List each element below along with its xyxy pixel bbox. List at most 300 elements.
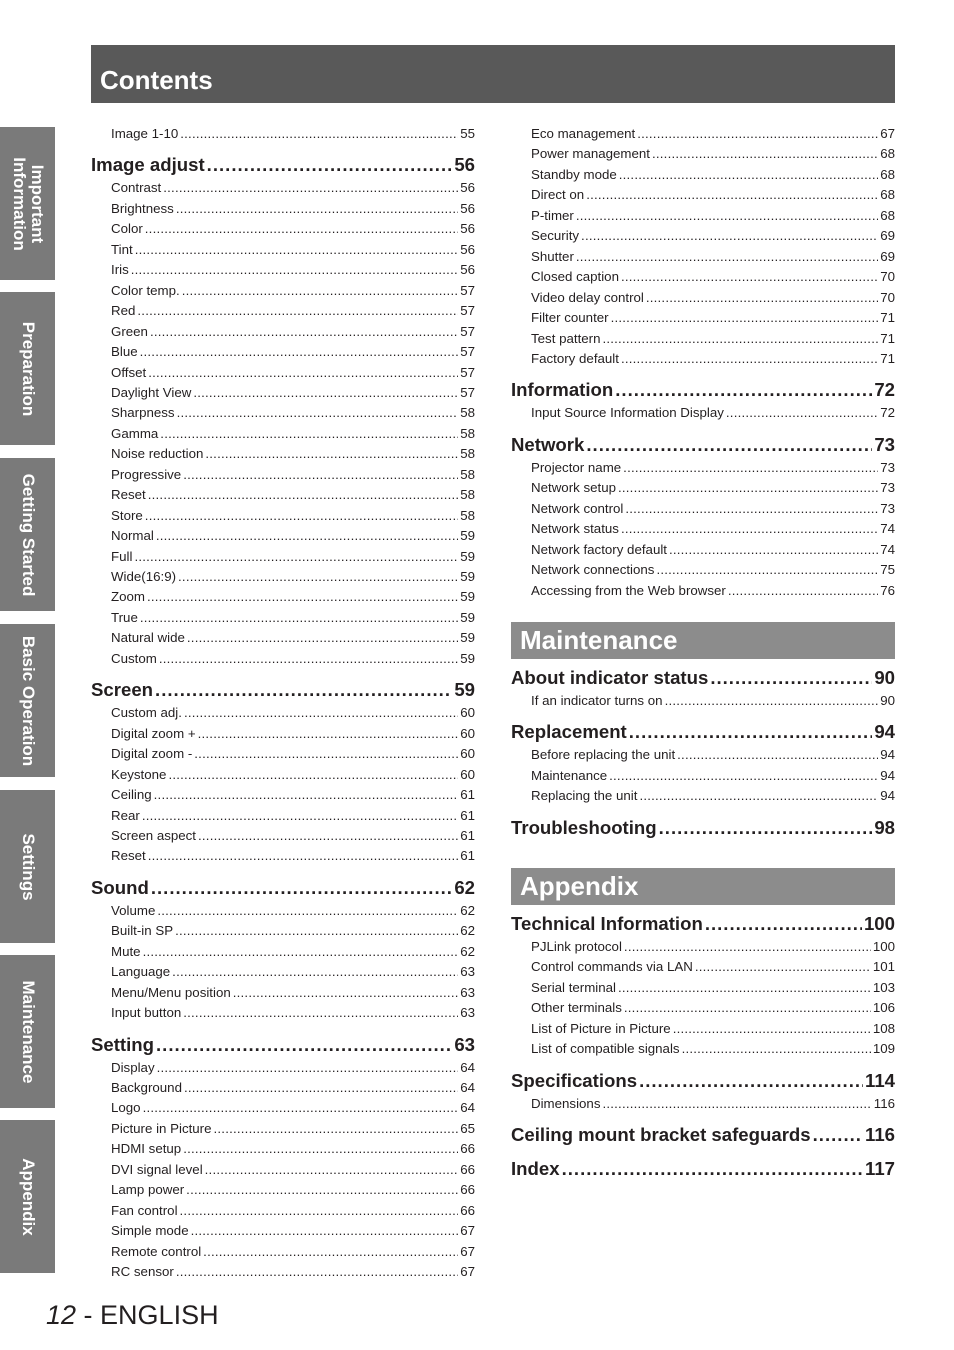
toc-page-number: 59 — [460, 548, 475, 564]
toc-entry[interactable] — [531, 768, 895, 784]
toc-dot-leader — [669, 542, 878, 558]
toc-dot-leader — [180, 126, 458, 142]
toc-entry[interactable] — [531, 788, 895, 804]
toc-entry-title: DVI signal level — [111, 1161, 203, 1177]
toc-entry-title: Store — [111, 507, 143, 523]
toc-entry-title: HDMI setup — [111, 1141, 182, 1157]
footer-language: ENGLISH — [100, 1300, 219, 1330]
toc-dot-leader — [176, 1264, 458, 1280]
toc-dot-leader — [134, 549, 458, 565]
toc-page-number: 58 — [460, 466, 475, 482]
toc-entry[interactable] — [111, 528, 475, 544]
toc-dot-leader — [652, 146, 878, 162]
toc-dot-leader — [143, 1100, 459, 1116]
toc-entry-title: Input button — [111, 1005, 182, 1021]
toc-dot-leader — [618, 480, 878, 496]
toc-entry-title: Custom — [111, 650, 157, 666]
toc-entry-title: Custom adj. — [111, 705, 182, 721]
toc-dot-leader — [602, 331, 878, 347]
toc-dot-leader — [639, 1070, 863, 1092]
toc-page-number: 58 — [460, 446, 475, 462]
toc-dot-leader — [176, 201, 458, 217]
toc-entry[interactable] — [531, 249, 895, 265]
toc-entry[interactable] — [111, 705, 475, 721]
toc-entry-title: Dimensions — [531, 1095, 601, 1111]
toc-entry-title: Replacing the unit — [531, 788, 638, 804]
toc-dot-leader — [625, 501, 878, 517]
toc-entry[interactable] — [111, 1223, 475, 1239]
toc-dot-leader — [710, 667, 872, 689]
toc-entry-title: Image adjust — [91, 154, 205, 176]
toc-entry-title: Iris — [111, 262, 129, 278]
toc-page-number: 59 — [460, 589, 475, 605]
toc-entry[interactable] — [111, 126, 475, 142]
toc-entry-title: Setting — [91, 1033, 155, 1055]
toc-entry[interactable] — [531, 126, 895, 142]
toc-dot-leader — [624, 939, 871, 955]
toc-entry[interactable] — [531, 542, 895, 558]
toc-page-number: 64 — [460, 1080, 475, 1095]
toc-heading-entry[interactable] — [91, 154, 475, 176]
toc-entry[interactable] — [531, 228, 895, 244]
toc-entry[interactable] — [111, 242, 475, 258]
toc-page-number: 56 — [454, 154, 475, 176]
toc-page-number: 59 — [460, 630, 475, 646]
toc-entry[interactable] — [111, 324, 475, 340]
toc-entry[interactable] — [111, 787, 475, 803]
toc-dot-leader — [665, 693, 879, 709]
toc-entry[interactable] — [531, 1041, 895, 1057]
toc-entry[interactable] — [111, 630, 475, 646]
toc-entry-title: Reset — [111, 848, 146, 864]
toc-page-number: 100 — [863, 913, 895, 934]
toc-entry[interactable] — [531, 501, 895, 517]
toc-entry-title: Troubleshooting — [511, 816, 657, 838]
appendix-section-title: Appendix — [520, 871, 639, 901]
toc-heading-entry[interactable] — [511, 913, 895, 935]
toc-entry[interactable] — [531, 959, 895, 975]
toc-dot-leader — [183, 1005, 458, 1021]
toc-entry-title: Ceiling — [111, 787, 152, 803]
maintenance-section-bar — [511, 622, 895, 659]
toc-dot-leader — [182, 283, 458, 299]
toc-entry[interactable] — [111, 446, 475, 462]
toc-entry-title: Specifications — [511, 1069, 638, 1091]
toc-dot-leader — [214, 1121, 459, 1137]
toc-entry-title: True — [111, 609, 138, 625]
toc-entry[interactable] — [111, 1264, 475, 1280]
toc-entry[interactable] — [531, 208, 895, 224]
toc-page-number: 73 — [874, 433, 895, 455]
toc-entry[interactable] — [111, 651, 475, 667]
toc-dot-leader — [194, 746, 458, 762]
toc-entry[interactable] — [531, 460, 895, 476]
toc-entry[interactable] — [531, 480, 895, 496]
toc-entry[interactable] — [531, 583, 895, 599]
toc-page-number: 59 — [460, 650, 475, 666]
toc-page-number: 106 — [872, 1000, 895, 1016]
toc-dot-leader — [140, 344, 459, 360]
toc-page-number: 58 — [460, 425, 475, 441]
toc-page-number: 66 — [460, 1182, 475, 1198]
toc-page-number: 60 — [460, 725, 475, 741]
toc-entry[interactable] — [111, 1060, 475, 1076]
toc-entry[interactable] — [111, 365, 475, 381]
toc-page-number: 62 — [454, 876, 475, 898]
toc-entry[interactable] — [531, 1000, 895, 1016]
toc-dot-leader — [154, 787, 459, 803]
toc-entry-title: Background — [111, 1080, 182, 1095]
toc-entry-title: Contrast — [111, 180, 162, 196]
toc-entry[interactable] — [111, 385, 475, 401]
toc-entry-title: Screen aspect — [111, 827, 197, 843]
toc-page-number: 63 — [460, 984, 475, 1000]
toc-dot-leader — [576, 249, 878, 265]
toc-dot-leader — [621, 351, 878, 367]
toc-dot-leader — [611, 310, 879, 326]
side-tab-label-line: Maintenance — [18, 980, 38, 1083]
footer-separator: - — [76, 1300, 101, 1330]
toc-dot-leader — [726, 405, 878, 421]
toc-entry[interactable] — [111, 923, 475, 939]
toc-page-number: 56 — [460, 221, 475, 237]
toc-entry[interactable] — [111, 746, 475, 762]
toc-entry-title: Security — [531, 228, 580, 244]
toc-entry[interactable] — [531, 980, 895, 996]
toc-entry[interactable] — [111, 1244, 475, 1260]
toc-dot-leader — [576, 208, 878, 224]
toc-page-number: 59 — [454, 679, 475, 701]
toc-entry[interactable] — [531, 146, 895, 162]
toc-entry[interactable] — [111, 262, 475, 278]
toc-entry-title: If an indicator turns on — [531, 693, 663, 708]
toc-heading-entry[interactable] — [511, 817, 895, 839]
toc-page-number: 65 — [460, 1120, 475, 1136]
toc-entry[interactable] — [111, 1005, 475, 1021]
toc-entry[interactable] — [111, 964, 475, 980]
toc-heading-entry[interactable] — [511, 1158, 895, 1180]
toc-dot-leader — [160, 426, 458, 442]
page-number: 12 — [46, 1300, 77, 1330]
toc-dot-leader — [184, 705, 458, 721]
toc-entry[interactable] — [531, 167, 895, 183]
toc-entry-title: Index — [511, 1158, 560, 1180]
toc-page-number: 68 — [880, 166, 895, 182]
toc-entry-title: Image 1-10 — [111, 126, 179, 141]
toc-page-number: 108 — [872, 1020, 895, 1036]
toc-page-number: 116 — [873, 1095, 895, 1111]
toc-entry[interactable] — [111, 344, 475, 360]
toc-entry[interactable] — [111, 303, 475, 319]
toc-entry[interactable] — [531, 1021, 895, 1037]
toc-entry-title: Video delay control — [531, 289, 644, 305]
toc-page-number: 75 — [880, 562, 895, 578]
toc-entry[interactable] — [111, 726, 475, 742]
toc-dot-leader — [207, 154, 453, 176]
toc-entry[interactable] — [111, 1162, 475, 1178]
toc-dot-leader — [586, 187, 878, 203]
toc-entry-title: Network status — [531, 521, 619, 537]
contents-header-bar — [91, 45, 895, 103]
toc-page-number: 57 — [460, 303, 475, 319]
toc-dot-leader — [581, 228, 878, 244]
toc-dot-leader — [646, 290, 878, 306]
toc-entry[interactable] — [531, 351, 895, 367]
toc-entry[interactable] — [531, 187, 895, 203]
toc-entry-title: Factory default — [531, 350, 619, 366]
side-tab-preparation[interactable] — [0, 292, 55, 445]
toc-entry[interactable] — [111, 426, 475, 442]
toc-page-number: 73 — [880, 459, 895, 475]
toc-dot-leader — [177, 405, 459, 421]
toc-entry-title: Test pattern — [531, 330, 601, 346]
toc-entry[interactable] — [111, 180, 475, 196]
toc-dot-leader — [618, 980, 871, 996]
toc-entry[interactable] — [111, 985, 475, 1001]
toc-page-number: 117 — [865, 1158, 895, 1180]
toc-entry[interactable] — [111, 405, 475, 421]
toc-page-number: 59 — [460, 609, 475, 625]
toc-page-number: 63 — [454, 1033, 475, 1055]
toc-page-number: 60 — [460, 766, 475, 782]
toc-entry-title: Built-in SP — [111, 923, 174, 939]
toc-page-number: 109 — [872, 1041, 895, 1057]
toc-entry-title: Shutter — [531, 248, 574, 264]
toc-dot-leader — [137, 303, 458, 319]
toc-dot-leader — [157, 903, 458, 919]
toc-dot-leader — [148, 848, 458, 864]
toc-entry[interactable] — [111, 549, 475, 565]
toc-page-number: 101 — [872, 959, 895, 975]
toc-entry-title: Other terminals — [531, 1000, 622, 1016]
toc-page-number: 116 — [865, 1124, 895, 1146]
toc-heading-entry[interactable] — [511, 667, 895, 689]
toc-entry[interactable] — [531, 269, 895, 285]
toc-page-number: 57 — [460, 384, 475, 400]
toc-entry[interactable] — [111, 767, 475, 783]
toc-entry[interactable] — [111, 808, 475, 824]
toc-entry-title: Natural wide — [111, 630, 185, 646]
toc-entry[interactable] — [111, 569, 475, 585]
toc-page-number: 64 — [460, 1100, 475, 1116]
toc-page-number: 114 — [865, 1069, 895, 1091]
toc-entry[interactable] — [111, 1121, 475, 1137]
toc-entry[interactable] — [111, 1141, 475, 1157]
toc-entry-title: Sound — [91, 876, 149, 898]
side-tab-getting-started[interactable] — [0, 458, 55, 611]
toc-entry[interactable] — [531, 521, 895, 537]
toc-page-number: 67 — [460, 1264, 475, 1280]
toc-entry[interactable] — [531, 1096, 895, 1112]
toc-entry-title: Keystone — [111, 766, 167, 782]
toc-entry[interactable] — [111, 944, 475, 960]
side-tab-label-line: Getting Started — [18, 473, 38, 596]
toc-entry-title: Picture in Picture — [111, 1120, 212, 1136]
maintenance-section-title: Maintenance — [520, 625, 678, 655]
toc-entry[interactable] — [111, 828, 475, 844]
toc-heading-entry[interactable] — [511, 1070, 895, 1092]
toc-entry[interactable] — [111, 221, 475, 237]
side-tab-maintenance[interactable] — [0, 955, 55, 1108]
toc-page-number: 56 — [460, 262, 475, 278]
toc-page-number: 71 — [880, 330, 895, 346]
toc-entry[interactable] — [111, 610, 475, 626]
toc-heading-entry[interactable] — [91, 679, 475, 701]
toc-entry-title: Sharpness — [111, 405, 175, 421]
toc-dot-leader — [624, 1000, 871, 1016]
toc-entry-title: Network control — [531, 500, 624, 516]
toc-heading-entry[interactable] — [511, 379, 895, 401]
toc-heading-entry[interactable] — [511, 434, 895, 456]
toc-page-number: 90 — [880, 693, 895, 708]
toc-entry-title: Standby mode — [531, 166, 617, 182]
toc-dot-leader — [140, 610, 458, 626]
toc-dot-leader — [637, 126, 878, 142]
side-tab-basic-operation[interactable] — [0, 624, 55, 777]
toc-entry[interactable] — [111, 201, 475, 217]
toc-dot-leader — [205, 446, 458, 462]
toc-entry-title: Tint — [111, 241, 133, 257]
side-tab-label-line: Preparation — [18, 321, 38, 416]
toc-dot-leader — [586, 434, 872, 456]
toc-entry[interactable] — [111, 487, 475, 503]
toc-page-number: 103 — [872, 979, 895, 995]
toc-entry[interactable] — [111, 283, 475, 299]
toc-entry-title: Filter counter — [531, 310, 609, 326]
toc-page-number: 67 — [460, 1243, 475, 1259]
toc-entry-title: Screen — [91, 679, 154, 701]
side-tab-label-line: Appendix — [18, 1157, 38, 1236]
toc-page-number: 66 — [460, 1161, 475, 1177]
toc-dot-leader — [191, 1223, 459, 1239]
toc-entry[interactable] — [111, 589, 475, 605]
toc-entry[interactable] — [111, 1203, 475, 1219]
toc-heading-entry[interactable] — [511, 721, 895, 743]
toc-dot-leader — [143, 944, 459, 960]
toc-page-number: 94 — [880, 767, 895, 783]
toc-heading-entry[interactable] — [91, 1034, 475, 1056]
side-tab-label — [19, 980, 37, 1083]
toc-dot-leader — [193, 385, 458, 401]
toc-page-number: 76 — [880, 582, 895, 598]
toc-entry[interactable] — [531, 562, 895, 578]
toc-dot-leader — [198, 726, 459, 742]
appendix-section-bar — [511, 868, 895, 905]
toc-dot-leader — [695, 959, 871, 975]
toc-heading-entry[interactable] — [91, 877, 475, 899]
toc-page-number: 69 — [880, 248, 895, 264]
toc-entry[interactable] — [531, 331, 895, 347]
toc-entry-title: PJLink protocol — [531, 939, 622, 954]
toc-dot-leader — [147, 589, 458, 605]
toc-dot-leader — [198, 828, 458, 844]
toc-entry-title: Blue — [111, 344, 138, 360]
toc-dot-leader — [151, 877, 452, 899]
toc-entry-title: Progressive — [111, 466, 182, 482]
toc-dot-leader — [656, 562, 878, 578]
toc-page-number: 68 — [880, 187, 895, 203]
toc-dot-leader — [233, 985, 458, 1001]
toc-entry[interactable] — [111, 903, 475, 919]
toc-page-number: 57 — [460, 364, 475, 380]
toc-dot-leader — [705, 913, 862, 935]
toc-dot-leader — [148, 487, 458, 503]
toc-dot-leader — [183, 467, 458, 483]
toc-dot-leader — [621, 521, 878, 537]
toc-dot-leader — [150, 324, 458, 340]
toc-dot-leader — [673, 1021, 871, 1037]
toc-page-number: 67 — [460, 1223, 475, 1239]
toc-entry-title: Network setup — [531, 480, 616, 496]
toc-dot-leader — [155, 679, 452, 701]
toc-page-number: 72 — [874, 379, 895, 401]
page-footer — [46, 1300, 219, 1330]
toc-dot-leader — [621, 269, 878, 285]
toc-page-number: 66 — [460, 1202, 475, 1218]
toc-dot-leader — [186, 1182, 458, 1198]
toc-entry-title: Fan control — [111, 1202, 178, 1218]
toc-dot-leader — [615, 379, 872, 401]
toc-dot-leader — [659, 817, 873, 839]
toc-page-number: 56 — [460, 200, 475, 216]
toc-entry[interactable] — [531, 310, 895, 326]
toc-entry-title: Direct on — [531, 187, 585, 203]
toc-dot-leader — [180, 1203, 459, 1219]
toc-entry-title: Simple mode — [111, 1223, 189, 1239]
toc-entry-title: Red — [111, 303, 136, 319]
toc-page-number: 61 — [460, 848, 475, 864]
toc-dot-leader — [562, 1158, 863, 1180]
toc-page-number: 74 — [880, 521, 895, 537]
toc-page-number: 73 — [880, 500, 895, 516]
side-tab-appendix[interactable] — [0, 1120, 55, 1273]
toc-page-number: 100 — [872, 939, 895, 954]
toc-entry[interactable] — [111, 467, 475, 483]
toc-entry[interactable] — [531, 939, 895, 955]
toc-dot-leader — [156, 528, 458, 544]
side-tab-important-information[interactable] — [0, 127, 55, 280]
toc-page-number: 57 — [460, 282, 475, 298]
toc-entry[interactable] — [531, 405, 895, 421]
toc-entry-title: Lamp power — [111, 1182, 185, 1198]
toc-dot-leader — [813, 1124, 863, 1146]
toc-page-number: 98 — [874, 816, 895, 838]
toc-entry[interactable] — [531, 290, 895, 306]
side-tab-label — [19, 473, 37, 596]
toc-page-number: 64 — [460, 1059, 475, 1075]
toc-entry-title: Wide(16:9) — [111, 569, 177, 584]
toc-entry-title: List of compatible signals — [531, 1041, 680, 1057]
side-tab-settings[interactable] — [0, 790, 55, 943]
toc-entry[interactable] — [111, 848, 475, 864]
toc-entry[interactable] — [111, 508, 475, 524]
page-title: Contents — [100, 65, 213, 95]
toc-dot-leader — [184, 1080, 458, 1096]
toc-entry[interactable] — [111, 1100, 475, 1116]
toc-entry-title: Gamma — [111, 425, 159, 441]
toc-dot-leader — [619, 167, 878, 183]
toc-page-number: 74 — [880, 541, 895, 557]
toc-entry[interactable] — [531, 747, 895, 763]
toc-page-number: 55 — [460, 126, 475, 141]
toc-entry-title: Projector name — [531, 459, 622, 475]
toc-entry[interactable] — [111, 1080, 475, 1096]
toc-heading-entry[interactable] — [511, 1124, 895, 1146]
toc-page-number: 63 — [460, 1005, 475, 1021]
toc-entry[interactable] — [531, 693, 895, 709]
toc-entry-title: Technical Information — [511, 913, 703, 934]
toc-entry[interactable] — [111, 1182, 475, 1198]
